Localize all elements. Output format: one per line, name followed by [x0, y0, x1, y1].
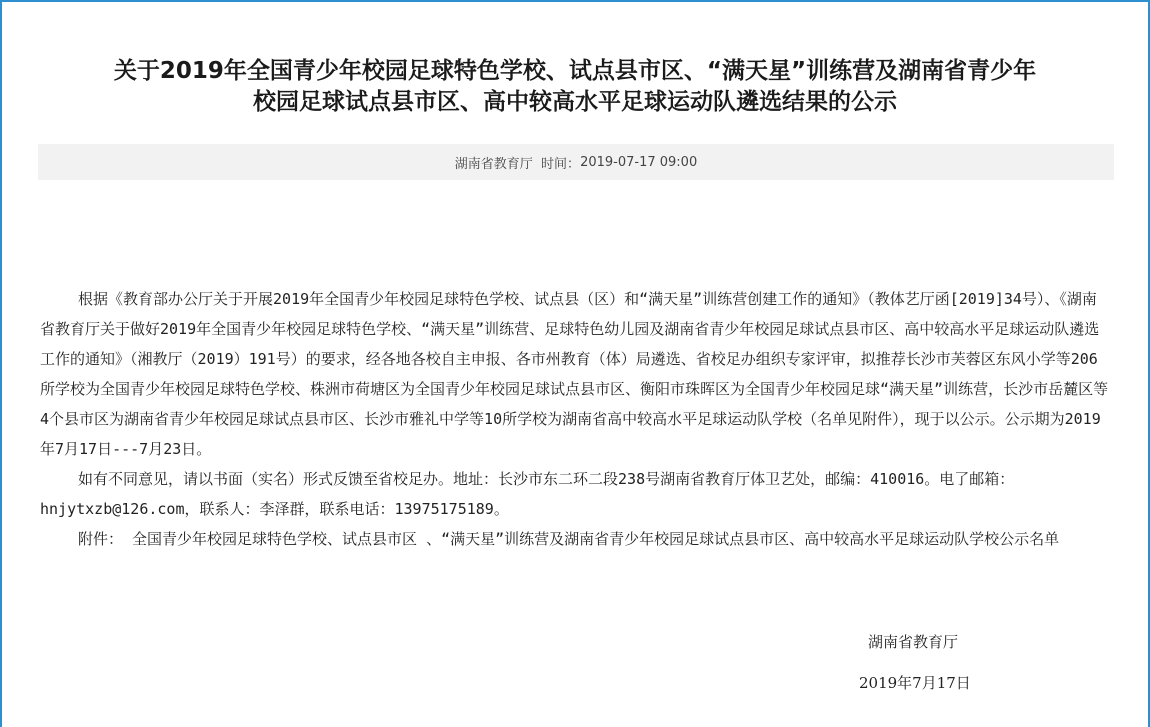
article-meta-bar [38, 144, 1114, 180]
attachment-label: 附件： [78, 530, 124, 548]
article-title-line1: 关于2019年全国青少年校园足球特色学校、试点县市区、“满天星”训练营及湖南省青少年 [113, 58, 1037, 84]
article-title-line2: 校园足球试点县市区、高中较高水平足球运动队遴选结果的公示 [253, 89, 897, 115]
signature-org: 湖南省教育厅 [868, 633, 959, 651]
signature-date: 2019年7月17日 [859, 674, 971, 692]
attachment-text: 全国青少年校园足球特色学校、试点县市区 、“满天星”训练营及湖南省青少年校园足球试点县市区、高中较高水平足球运动队学校公示名单 [123, 530, 1060, 548]
article-time-value: 2019-07-17 09:00 [580, 154, 698, 170]
attachment-paragraph [40, 524, 1110, 554]
body-paragraph-1 [40, 284, 1110, 464]
body-paragraph-2-text: 如有不同意见，请以书面（实名）形式反馈至省校足办。地址：长沙市东二环二段238号湖南省教育厅体卫艺处，邮编：410016。电了邮箱：hnjytxzb@126.com，联系人：李泽群，联系电话：13975175189。 [40, 470, 1015, 518]
article-body [40, 284, 1110, 554]
article-time-label: 时间： [541, 156, 581, 172]
body-paragraph-1-text: 根据《教育部办公厅关于开展2019年全国青少年校园足球特色学校、试点县（区）和“满天星”训练营创建工作的通知》（教体艺厅函[2019]34号）、《湖南省教育厅关于做好2019年全国青少年校园足球特色学校、“满天星”训练营、足球特色幼儿园及湖南省青少年校园足球试点县市区、高中较高水平足球运动队遴选工作的通知》（湘教厅（2019）191号）的要求，经各地各校自主申报、各市州教育（体）局遴选、省校足办组织专家评审，拟推荐长沙市芙蓉区东风小学等206所学校为全国青少年校园足球特色学校、株洲市荷塘区为全国青少年校园足球试点县市区、衡阳市珠晖区为全国青少年校园足球“满天星”训练营，长沙市岳麓区等4个县市区为湖南省青少年校园足球试点县市区、长沙市雅礼中学等10所学校为湖南省高中较高水平足球运动队学校（名单见附件），现于以公示。公示期为2019年7月17日---7月23日。 [40, 290, 1109, 458]
body-paragraph-2 [40, 464, 1110, 524]
article-title [20, 56, 1130, 118]
article-source: 湖南省教育厅 [454, 156, 533, 172]
